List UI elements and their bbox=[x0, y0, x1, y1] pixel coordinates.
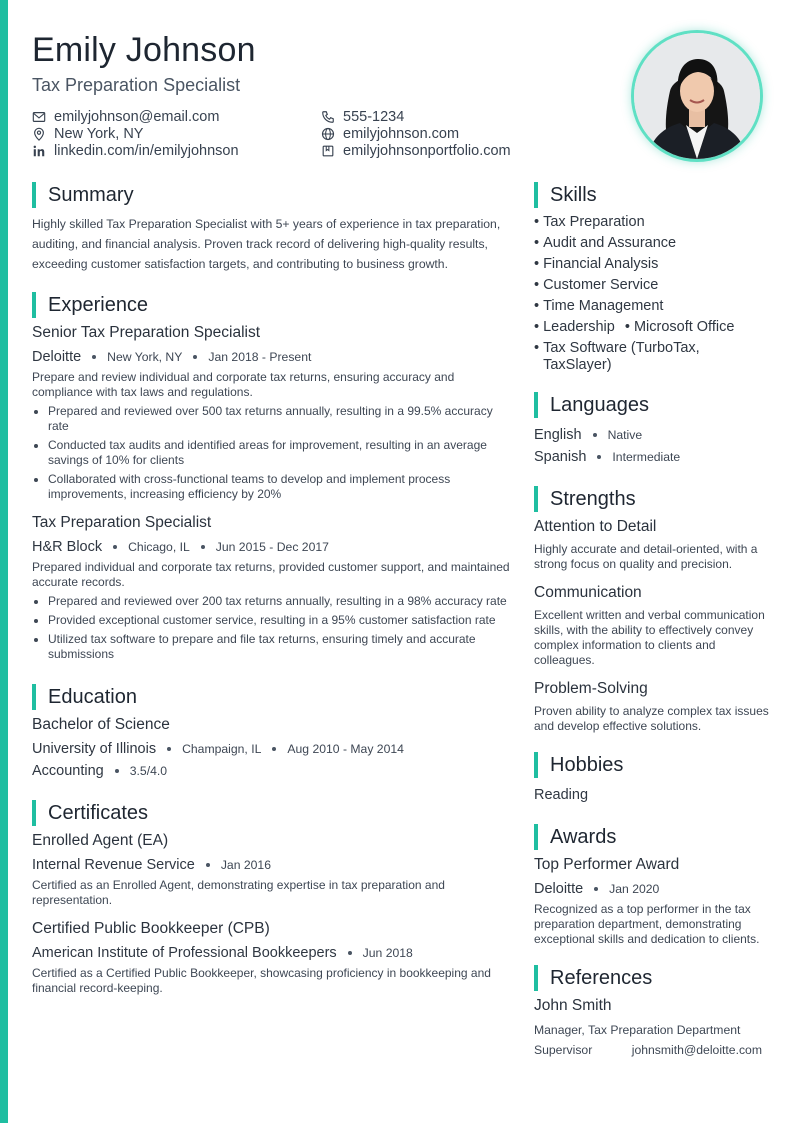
job-achievements bbox=[32, 594, 512, 662]
achievement-item: Prepared and reviewed over 200 tax returns annually, resulting in a 98% accuracy rate bbox=[32, 594, 512, 609]
phone-icon bbox=[321, 110, 335, 124]
heading-accent bbox=[534, 486, 538, 512]
experience-section bbox=[32, 292, 512, 662]
skill-item: • Financial Analysis bbox=[534, 256, 659, 272]
contact-phone[interactable] bbox=[321, 108, 511, 125]
job-description: Prepared individual and corporate tax returns, provided customer support, and maintained accurate records. bbox=[32, 560, 510, 589]
award-date: Jan 2020 bbox=[609, 882, 660, 896]
language-item bbox=[534, 424, 770, 446]
job-location: New York, NY bbox=[107, 350, 183, 364]
bookmark-icon bbox=[321, 144, 335, 158]
contact-portfolio-text: emilyjohnsonportfolio.com bbox=[343, 142, 511, 159]
skills-section bbox=[534, 182, 770, 374]
job-description: Prepare and review individual and corporate tax returns, ensuring accuracy and compliance with tax laws and regulations. bbox=[32, 370, 455, 399]
certificate-meta bbox=[32, 942, 512, 964]
hobbies-section bbox=[534, 752, 770, 806]
job-achievements bbox=[32, 404, 512, 502]
contact-location-text: New York, NY bbox=[54, 125, 144, 142]
reference-name: John Smith bbox=[534, 997, 612, 1014]
job-location: Chicago, IL bbox=[128, 540, 190, 554]
certificate-description: Certified as a Certified Public Bookkeeper, showcasing proficiency in bookkeeping and financial record-keeping. bbox=[32, 966, 491, 995]
reference-email[interactable]: johnsmith@deloitte.com bbox=[631, 1043, 762, 1057]
school: University of Illinois bbox=[32, 741, 157, 757]
contact-location bbox=[32, 125, 239, 142]
skill-item: • Microsoft Office bbox=[624, 319, 735, 335]
mail-icon bbox=[32, 110, 46, 124]
job-company: Deloitte bbox=[32, 349, 82, 365]
references-heading-text: References bbox=[550, 966, 653, 989]
heading-accent bbox=[32, 800, 36, 826]
strength-text: Highly accurate and detail-oriented, with a strong focus on quality and precision. bbox=[534, 542, 758, 571]
reference-relation: Supervisor bbox=[534, 1043, 593, 1057]
contact-phone-text: 555-1234 bbox=[343, 108, 405, 125]
award-meta bbox=[534, 878, 770, 900]
award-text: Recognized as a top performer in the tax preparation department, demonstrating exceptional skills and dedication to clients. bbox=[534, 902, 760, 946]
contact-list-right bbox=[321, 108, 511, 159]
gpa: 3.5/4.0 bbox=[129, 764, 168, 778]
contact-website[interactable] bbox=[321, 125, 511, 142]
certificates-heading-text: Certificates bbox=[48, 801, 149, 824]
certificate-entry bbox=[32, 920, 512, 996]
summary-section bbox=[32, 182, 512, 274]
right-column bbox=[534, 182, 770, 1059]
hobbies-heading-text: Hobbies bbox=[550, 753, 624, 776]
references-section bbox=[534, 965, 770, 1059]
awards-section bbox=[534, 824, 770, 947]
achievement-item: Prepared and reviewed over 500 tax returns annually, resulting in a 99.5% accuracy rate bbox=[32, 404, 512, 434]
skill-item: • Leadership bbox=[534, 319, 615, 335]
strengths-heading-text: Strengths bbox=[550, 487, 636, 510]
contact-email[interactable] bbox=[32, 108, 239, 125]
awards-heading bbox=[534, 824, 770, 850]
contact-website-text: emilyjohnson.com bbox=[343, 125, 460, 142]
summary-heading-text: Summary bbox=[48, 183, 134, 206]
contact-linkedin[interactable] bbox=[32, 142, 239, 159]
contact-list-left bbox=[32, 108, 239, 159]
reference-role: Manager, Tax Preparation Department bbox=[534, 1023, 741, 1037]
degree: Bachelor of Science bbox=[32, 716, 170, 733]
school-location: Champaign, IL bbox=[182, 742, 262, 756]
education-meta bbox=[32, 738, 512, 760]
job-entry bbox=[32, 514, 512, 662]
globe-icon bbox=[321, 127, 335, 141]
skills-heading bbox=[534, 182, 770, 208]
education-heading bbox=[32, 684, 512, 710]
heading-accent bbox=[32, 684, 36, 710]
job-meta bbox=[32, 536, 512, 558]
certificate-description: Certified as an Enrolled Agent, demonstrating expertise in tax preparation and representation. bbox=[32, 878, 445, 907]
heading-accent bbox=[534, 392, 538, 418]
heading-accent bbox=[534, 752, 538, 778]
certificates-section bbox=[32, 800, 512, 996]
certificate-title: Certified Public Bookkeeper (CPB) bbox=[32, 920, 270, 937]
skills-list bbox=[534, 214, 770, 374]
job-title: Senior Tax Preparation Specialist bbox=[32, 324, 261, 341]
summary-text: Highly skilled Tax Preparation Specialist with 5+ years of experience in tax preparation, auditing, and financial analysis. Proven track record of delivering high-quality results, exceeding customer satisfaction targets, and contributing to business growth. bbox=[32, 217, 501, 271]
heading-accent bbox=[32, 292, 36, 318]
education-section bbox=[32, 684, 512, 782]
strength-text: Excellent written and verbal communication skills, with the ability to effectively convey complex information to clients and colleagues. bbox=[534, 608, 765, 667]
strengths-heading bbox=[534, 486, 770, 512]
certificate-issuer: Internal Revenue Service bbox=[32, 857, 195, 873]
left-column bbox=[32, 182, 512, 996]
job-dates: Jun 2015 - Dec 2017 bbox=[215, 540, 329, 554]
education-dates: Aug 2010 - May 2014 bbox=[287, 742, 404, 756]
summary-heading bbox=[32, 182, 512, 208]
heading-accent bbox=[534, 182, 538, 208]
certificate-issuer: American Institute of Professional Bookkeepers bbox=[32, 945, 337, 961]
contact-email-text: emilyjohnson@email.com bbox=[54, 108, 220, 125]
job-company: H&R Block bbox=[32, 539, 103, 555]
certificates-heading bbox=[32, 800, 512, 826]
strength-title: Attention to Detail bbox=[534, 518, 657, 535]
skill-item: • Audit and Assurance bbox=[534, 235, 677, 251]
accent-bar bbox=[0, 0, 8, 1123]
certificate-meta bbox=[32, 854, 512, 876]
certificate-date: Jun 2018 bbox=[362, 946, 413, 960]
skill-item: • Customer Service bbox=[534, 277, 659, 293]
experience-heading-text: Experience bbox=[48, 293, 149, 316]
language-level: Native bbox=[607, 428, 643, 442]
achievement-item: Collaborated with cross-functional teams to develop and implement process improvements, increasing efficiency by 20% bbox=[32, 472, 512, 502]
language-level: Intermediate bbox=[612, 450, 681, 464]
job-title: Tax Preparation Specialist bbox=[32, 514, 212, 531]
contact-portfolio[interactable] bbox=[321, 142, 511, 159]
candidate-name: Emily Johnson bbox=[32, 31, 256, 69]
field-of-study: Accounting bbox=[32, 763, 104, 779]
award-org: Deloitte bbox=[534, 881, 584, 897]
strength-title: Communication bbox=[534, 584, 642, 601]
contact-linkedin-text: linkedin.com/in/emilyjohnson bbox=[54, 142, 239, 159]
languages-heading bbox=[534, 392, 770, 418]
achievement-item: Utilized tax software to prepare and file tax returns, ensuring timely and accurate submissions bbox=[32, 632, 512, 662]
heading-accent bbox=[534, 965, 538, 991]
education-heading-text: Education bbox=[48, 685, 137, 708]
hobby-item: Reading bbox=[534, 787, 589, 803]
location-pin-icon bbox=[32, 127, 46, 141]
strengths-section bbox=[534, 486, 770, 734]
linkedin-icon bbox=[32, 144, 46, 158]
hobbies-heading bbox=[534, 752, 770, 778]
skill-item: • Tax Preparation bbox=[534, 214, 645, 230]
job-entry bbox=[32, 324, 512, 502]
certificate-title: Enrolled Agent (EA) bbox=[32, 832, 169, 849]
candidate-title: Tax Preparation Specialist bbox=[32, 75, 241, 95]
achievement-item: Provided exceptional customer service, resulting in a 95% customer satisfaction rate bbox=[32, 613, 512, 628]
languages-heading-text: Languages bbox=[550, 393, 649, 416]
language-name: Spanish bbox=[534, 449, 587, 465]
language-name: English bbox=[534, 427, 582, 443]
reference-contact bbox=[534, 1041, 762, 1059]
experience-heading bbox=[32, 292, 512, 318]
languages-section bbox=[534, 392, 770, 468]
skill-item: • Tax Software (TurboTax, TaxSlayer) bbox=[534, 340, 700, 373]
certificate-date: Jan 2016 bbox=[220, 858, 271, 872]
awards-heading-text: Awards bbox=[550, 825, 617, 848]
heading-accent bbox=[32, 182, 36, 208]
references-heading bbox=[534, 965, 770, 991]
heading-accent bbox=[534, 824, 538, 850]
job-dates: Jan 2018 - Present bbox=[208, 350, 312, 364]
profile-photo bbox=[634, 33, 760, 159]
skill-item: • Time Management bbox=[534, 298, 664, 314]
language-item bbox=[534, 446, 770, 468]
certificate-entry bbox=[32, 832, 512, 908]
education-field bbox=[32, 760, 512, 782]
skills-heading-text: Skills bbox=[550, 183, 597, 206]
achievement-item: Conducted tax audits and identified areas for improvement, resulting in an average savings of 10% for clients bbox=[32, 438, 512, 468]
strength-title: Problem-Solving bbox=[534, 680, 648, 697]
job-meta bbox=[32, 346, 512, 368]
portrait-illustration bbox=[634, 33, 760, 159]
award-title: Top Performer Award bbox=[534, 856, 680, 873]
strength-text: Proven ability to analyze complex tax issues and develop effective solutions. bbox=[534, 704, 769, 733]
